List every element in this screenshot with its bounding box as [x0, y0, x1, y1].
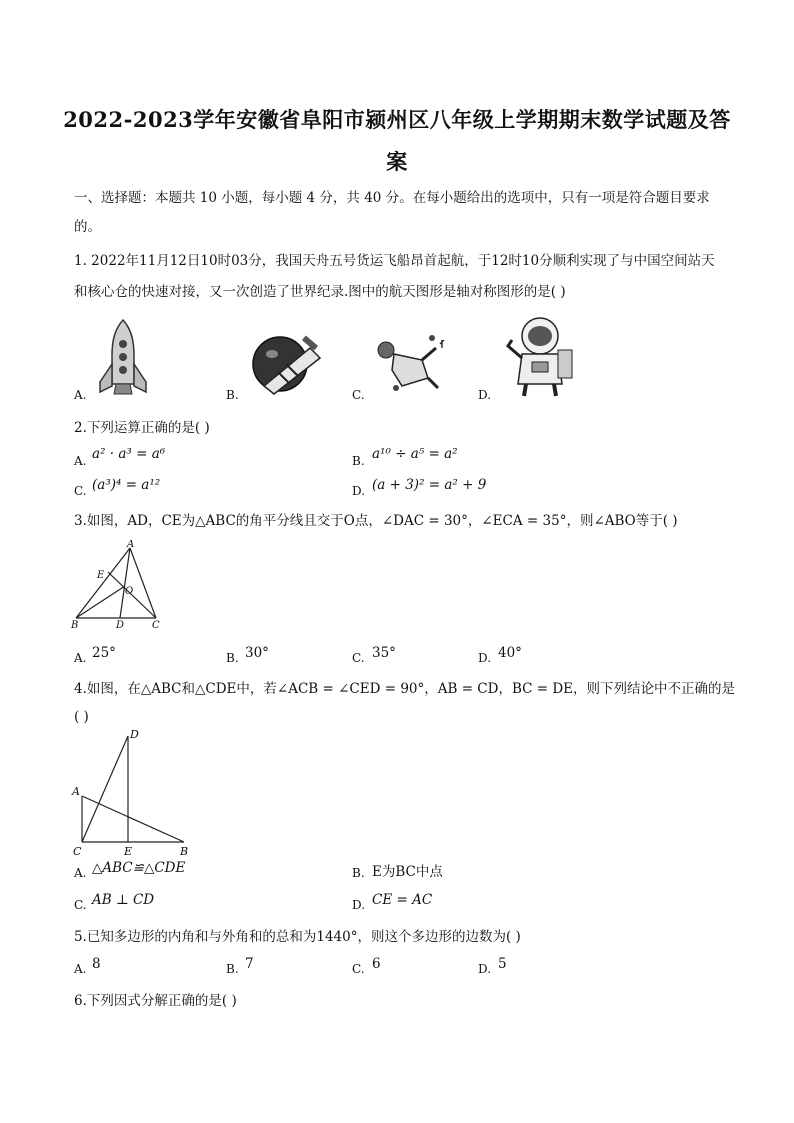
page-title-line1: 2022-2023学年安徽省阜阳市颍州区八年级上学期期末数学试题及答 — [63, 107, 731, 132]
q5-c-label[interactable]: C. — [352, 962, 365, 976]
q4-option-a[interactable]: △ABC≌△CDE — [92, 860, 186, 876]
q3-label-e: E — [97, 570, 105, 581]
q2-a-label[interactable]: A. — [74, 454, 87, 468]
q4-option-c[interactable]: AB ⊥ CD — [92, 892, 155, 908]
q4-stem-line2: ( ) — [74, 709, 89, 725]
q3-stem: 3.如图，AD，CE为△ABC的角平分线且交于O点，∠DAC = 30°，∠ECA = 35°，则∠ABO等于( ) — [74, 513, 678, 529]
q2-b-label[interactable]: B. — [352, 454, 365, 468]
q3-c-label[interactable]: C. — [352, 651, 365, 665]
q4-label-b: B — [180, 845, 189, 858]
q1-option-d[interactable]: D. — [478, 388, 492, 402]
section-header-line2: 的。 — [74, 219, 101, 235]
q5-option-d[interactable]: 5 — [498, 956, 507, 972]
q2-d-label[interactable]: D. — [352, 484, 366, 498]
q5-option-c[interactable]: 6 — [372, 956, 381, 972]
q3-option-a[interactable]: 25° — [92, 645, 116, 661]
q3-b-label[interactable]: B. — [226, 651, 239, 665]
q4-stem-line1: 4.如图，在△ABC和△CDE中，若∠ACB = ∠CED = 90°，AB = CD，BC = DE，则下列结论中不正确的是 — [74, 681, 736, 697]
q1-option-c[interactable]: C. — [352, 388, 365, 402]
q5-option-a[interactable]: 8 — [92, 956, 101, 972]
q4-d-label[interactable]: D. — [352, 898, 366, 912]
astronaut-image — [500, 312, 580, 398]
q4-option-d[interactable]: CE = AC — [372, 892, 433, 908]
q2-c-label[interactable]: C. — [74, 484, 87, 498]
q4-label-a: A — [72, 785, 80, 798]
q4-a-label[interactable]: A. — [74, 866, 87, 880]
q3-option-c[interactable]: 35° — [372, 645, 396, 661]
planet-spacecraft-image — [250, 334, 328, 396]
q5-stem: 5.已知多边形的内角和与外角和的总和为1440°，则这个多边形的边数为( ) — [74, 929, 521, 945]
section-header-line1: 一、选择题：本题共 10 小题，每小题 4 分，共 40 分。在每小题给出的选项中，只有一项是符合题目要求 — [74, 190, 710, 206]
q5-b-label[interactable]: B. — [226, 962, 239, 976]
q3-option-d[interactable]: 40° — [498, 645, 522, 661]
q5-a-label[interactable]: A. — [74, 962, 87, 976]
q4-option-b[interactable]: E为BC中点 — [372, 864, 443, 880]
q6-stem: 6.下列因式分解正确的是( ) — [74, 993, 237, 1009]
q4-label-c: C — [73, 845, 82, 858]
q4-triangles-figure — [70, 726, 194, 862]
q1-option-b[interactable]: B. — [226, 388, 239, 402]
q2-option-d[interactable]: (a + 3)² = a² + 9 — [372, 477, 487, 493]
q3-option-b[interactable]: 30° — [245, 645, 269, 661]
q4-b-label[interactable]: B. — [352, 866, 365, 880]
rocket-image — [92, 316, 154, 396]
q3-triangle-figure — [70, 540, 166, 628]
floating-astronaut-image — [372, 330, 446, 396]
q1-option-a[interactable]: A. — [74, 388, 87, 402]
page-title-line2: 案 — [386, 149, 408, 174]
q3-label-b: B — [71, 620, 79, 628]
q3-label-d: D — [116, 620, 125, 628]
q3-a-label[interactable]: A. — [74, 651, 87, 665]
q2-option-a[interactable]: a² · a³ = a⁶ — [92, 446, 166, 462]
q5-d-label[interactable]: D. — [478, 962, 492, 976]
q3-label-o: O — [125, 586, 134, 597]
q2-option-c[interactable]: (a³)⁴ = a¹² — [92, 477, 161, 493]
q4-c-label[interactable]: C. — [74, 898, 87, 912]
q3-d-label[interactable]: D. — [478, 651, 492, 665]
q3-label-a: A — [127, 540, 135, 550]
q1-stem-line2: 和核心仓的快速对接，又一次创造了世界纪录.图中的航天图形是轴对称图形的是( ) — [74, 284, 566, 300]
q5-option-b[interactable]: 7 — [245, 956, 254, 972]
q4-label-e: E — [124, 845, 133, 858]
q2-stem: 2.下列运算正确的是( ) — [74, 420, 210, 436]
q4-label-d: D — [130, 728, 139, 741]
q3-label-c: C — [152, 620, 160, 628]
q1-stem-line1: 1. 2022年11月12日10时03分，我国天舟五号货运飞船昂首起航，于12时10分顺利实现了与中国空间站天 — [74, 253, 715, 269]
q2-option-b[interactable]: a¹⁰ ÷ a⁵ = a² — [372, 446, 458, 462]
